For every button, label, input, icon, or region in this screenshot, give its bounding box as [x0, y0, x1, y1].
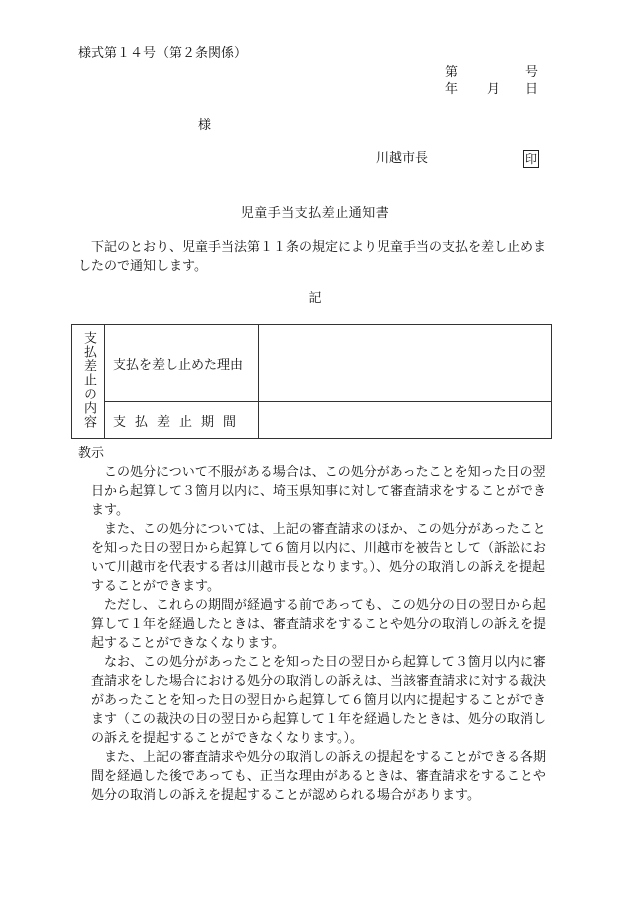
form-number-label: 様式第１４号（第２条関係）: [78, 46, 248, 61]
seal-stamp: 印: [525, 152, 538, 166]
instruction-paragraph: また、この処分については、上記の審査請求のほか、この処分があったことを知った日の翌日から起算して６箇月以内に、川越市を被告として（訴訟において川越市を代表する者は川越市長となります。）、処分の取消しの訴えを提起することができます。: [91, 522, 547, 594]
period-value-cell: [259, 402, 552, 439]
date-day: 日: [524, 82, 538, 97]
group-label: 支払差止の内容: [81, 330, 96, 429]
date-month: 月: [487, 82, 501, 97]
period-label: 支払差止期間: [113, 414, 246, 430]
reason-label: 支払を差し止めた理由: [113, 357, 244, 373]
document-number-line: [445, 66, 538, 82]
date-line: [445, 83, 538, 99]
instruction-paragraph: この処分について不服がある場合は、この処分があったことを知った日の翌日から起算して３箇月以内に、埼玉県知事に対して審査請求をすることができます。: [91, 465, 547, 518]
reason-label-cell: [105, 325, 259, 402]
table-row: [72, 402, 552, 439]
instruction-paragraph: ただし、これらの期間が経過する前であっても、この処分の日の翌日から起算して１年を経過したときは、審査請求をすることや処分の取消しの訴えを提起することができなくなります。: [91, 598, 547, 651]
instruction-paragraph: なお、この処分があったことを知った日の翌日から起算して３箇月以内に審査請求をした場合における処分の取消しの訴えは、当該審査請求に対する裁決があったことを知った日の翌日から起算して６箇月以内に提起することができます（この裁決の日の翌日から起算して１年を経過したときは、処分の取消しの訴えを提起することができなくなります。）。: [91, 655, 547, 746]
number-prefix: 第: [445, 65, 459, 80]
document-title: 児童手当支払差止通知書: [240, 206, 390, 221]
number-suffix: 号: [524, 65, 538, 80]
issuer-mayor: 川越市長: [376, 151, 429, 166]
period-label-cell: [105, 402, 259, 439]
reason-value-cell: [259, 325, 552, 402]
date-year: 年: [445, 82, 459, 97]
recipient-honorific: 様: [198, 118, 212, 133]
ki-marker: 記: [308, 291, 322, 306]
instructions-heading: 教示: [78, 446, 105, 461]
table-row: [72, 325, 552, 402]
intro-text: 下記のとおり、児童手当法第１１条の規定により児童手当の支払を差し止めましたので通知します。: [78, 240, 547, 274]
group-label-cell: [72, 325, 105, 439]
instructions-body: [78, 463, 554, 805]
instruction-paragraph: また、上記の審査請求や処分の取消しの訴えの提起をすることができる各期間を経過した後であっても、正当な理由があるときは、審査請求をすることや処分の取消しの訴えを提起することが認められる場合があります。: [91, 750, 547, 803]
suspension-details-table: [71, 324, 552, 439]
